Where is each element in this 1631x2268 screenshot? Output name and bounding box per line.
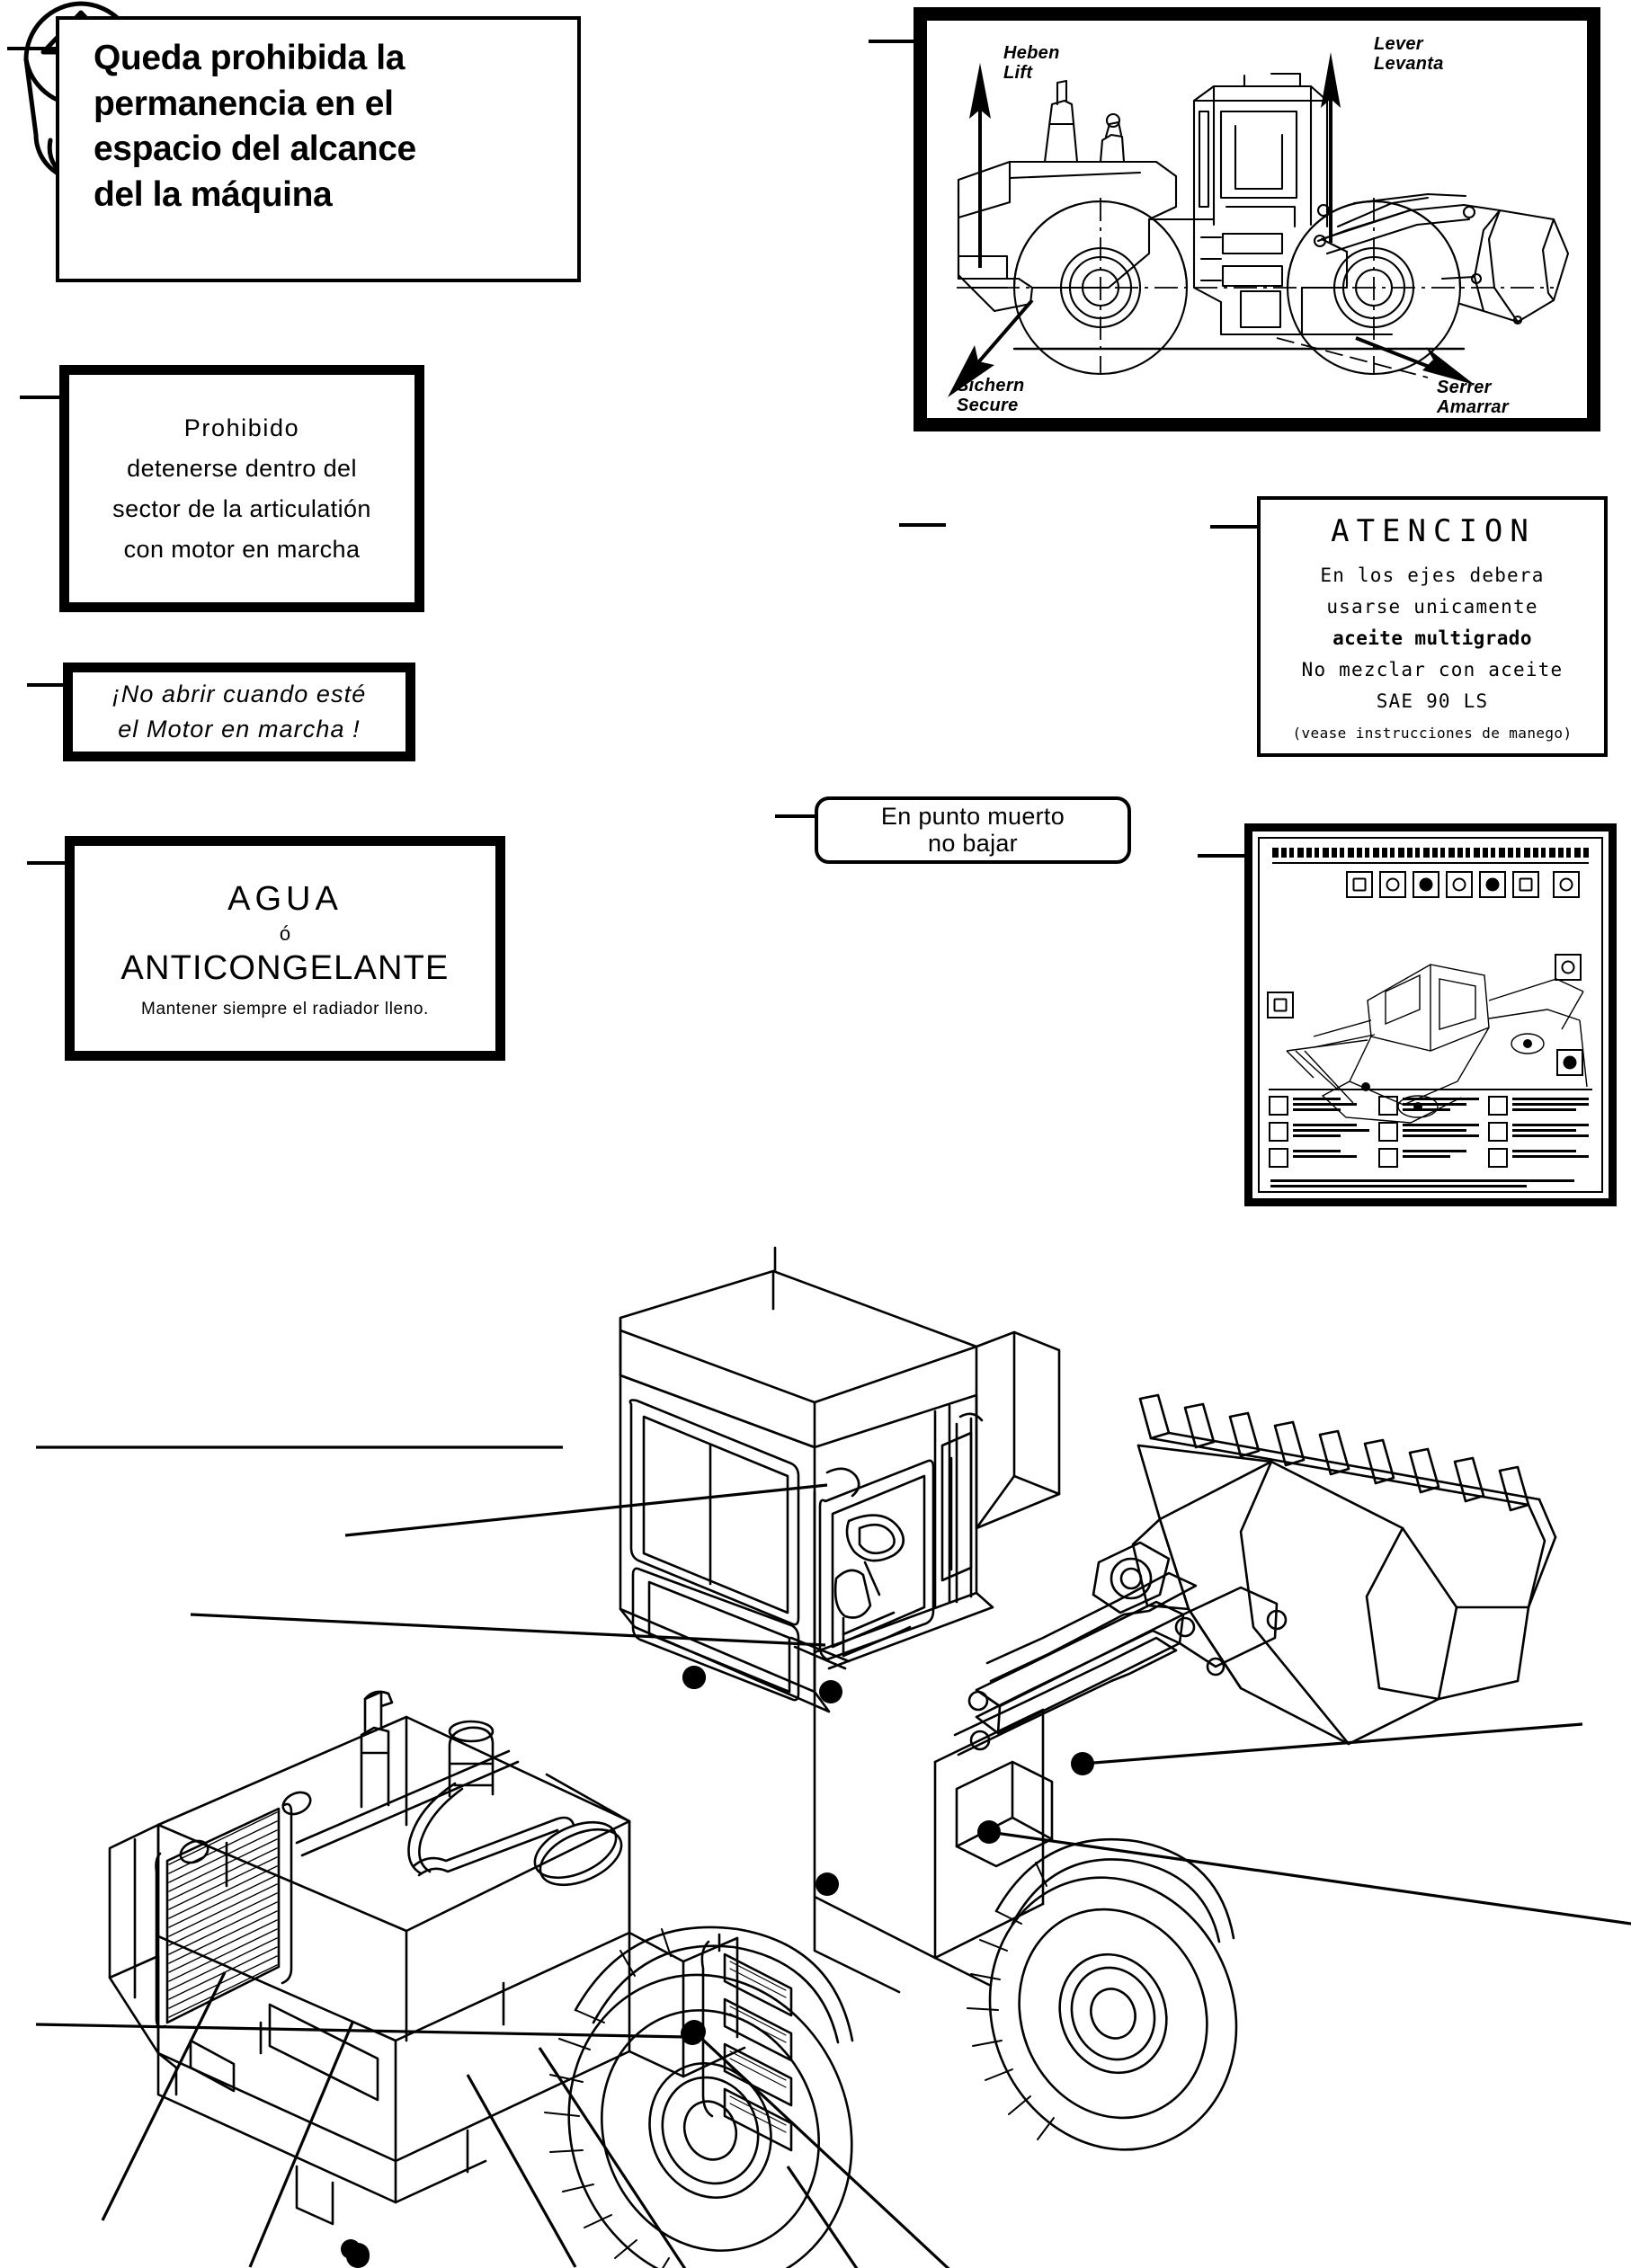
atencion-footnote: (vease instrucciones de manego) — [1292, 725, 1573, 742]
legend-icon-7 — [1488, 1096, 1508, 1116]
decal-do-not-open-warning — [63, 663, 415, 761]
lifting-label-lever-levanta — [1374, 34, 1444, 75]
lifting-label-sichern-secure — [957, 376, 1024, 416]
leader-dash-lubeplate — [1198, 854, 1244, 858]
leader-dash-lifting — [869, 40, 915, 43]
lube-plate-legend — [1269, 1089, 1592, 1182]
keepout-line-2: permanencia en el — [94, 84, 394, 123]
legend-icon-6 — [1378, 1148, 1398, 1168]
coolant-subtitle: ANTICONGELANTE — [120, 948, 450, 987]
leader-dash-hook — [899, 523, 946, 527]
coolant-title: AGUA — [227, 879, 343, 918]
decal-coolant-label — [65, 836, 505, 1061]
lube-plate-footnotes — [1270, 1179, 1591, 1187]
wheel-loader-decal-location-drawing — [0, 1232, 1631, 2268]
coolant-conjunction: ó — [279, 921, 291, 945]
legend-icon-1 — [1269, 1096, 1288, 1116]
articulation-line-1: Prohibido — [183, 414, 300, 441]
keepout-line-3: espacio del alcance — [94, 129, 416, 169]
noopen-line-1: ¡No abrir cuando esté — [111, 680, 367, 707]
articulation-line-3: sector de la articulatión — [112, 494, 371, 522]
atencion-line-4: No mezclar con aceite — [1301, 659, 1564, 680]
decal-neutral-gear-warning — [815, 796, 1131, 864]
lift-label-en: Lift — [1003, 63, 1033, 84]
decal-axle-oil-warning — [1257, 496, 1608, 757]
atencion-title: ATENCION — [1331, 513, 1536, 549]
atencion-line-3: aceite multigrado — [1332, 627, 1532, 649]
legend-icon-3 — [1269, 1148, 1288, 1168]
neutral-line-2: no bajar — [928, 829, 1018, 857]
lifting-label-serrer-amarrar — [1437, 378, 1509, 418]
lift-label-de: Heben — [1003, 43, 1060, 63]
legend-icon-9 — [1488, 1148, 1508, 1168]
loader-isometric-svg — [0, 1232, 1631, 2268]
keepout-line-4: del la máquina — [94, 175, 333, 215]
articulation-line-2: detenerse dentro del — [127, 454, 357, 482]
tie-label-fr: Serrer — [1437, 378, 1492, 397]
atencion-line-1: En los ejes debera — [1320, 565, 1545, 586]
neutral-line-1: En punto muerto — [880, 803, 1065, 831]
secure-label-en: Secure — [957, 396, 1019, 416]
articulation-line-4: con motor en marcha — [123, 535, 361, 563]
legend-icon-4 — [1378, 1096, 1398, 1116]
noopen-line-2: el Motor en marcha ! — [118, 716, 361, 743]
lever-label-es: Levanta — [1374, 54, 1444, 75]
lube-plate-inner — [1258, 837, 1603, 1193]
coolant-note: Mantener siempre el radiador lleno. — [141, 999, 429, 1018]
lifting-label-heben-lift — [1003, 43, 1060, 84]
atencion-line-5: SAE 90 LS — [1376, 690, 1489, 712]
lever-label-fr: Lever — [1374, 34, 1423, 54]
decal-lubrication-chart-plate — [1244, 823, 1617, 1206]
decal-articulation-warning — [59, 365, 424, 612]
decal-keep-out-warning — [56, 16, 581, 282]
leader-dash-keepout — [7, 47, 58, 50]
legend-icon-5 — [1378, 1122, 1398, 1142]
decal-lifting-tiedown-diagram — [914, 7, 1600, 431]
tie-label-es: Amarrar — [1437, 397, 1509, 418]
legend-icon-8 — [1488, 1122, 1508, 1142]
keepout-line-1: Queda prohibida la — [94, 39, 406, 77]
atencion-line-2: usarse unicamente — [1326, 596, 1538, 618]
secure-label-de: Sichern — [957, 376, 1025, 396]
legend-icon-2 — [1269, 1122, 1288, 1142]
leader-dash-atencion — [1210, 525, 1257, 529]
lube-plate-title-bar — [1272, 848, 1589, 864]
